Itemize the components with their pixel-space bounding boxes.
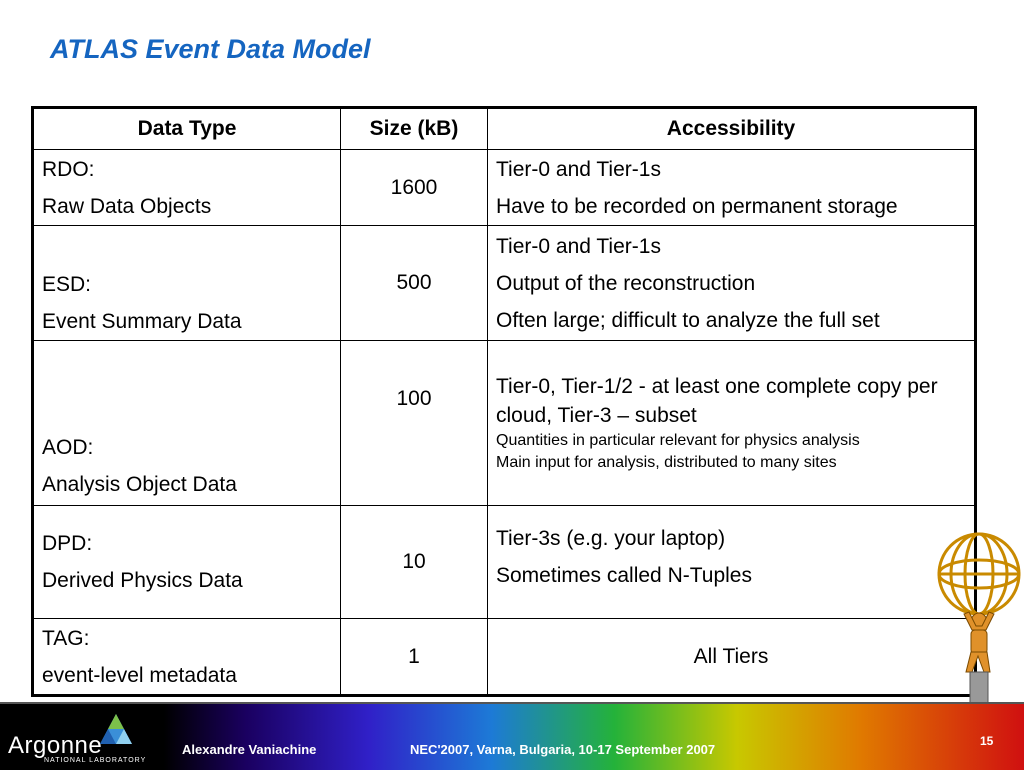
author-name: Alexandre Vaniachine [182, 742, 317, 757]
accessibility-detail: Quantities in particular relevant for physics analysis [496, 432, 860, 449]
data-type-code: RDO: [42, 157, 95, 181]
argonne-logo-subtitle: NATIONAL LABORATORY [44, 757, 147, 764]
accessibility-main: Tier-0, Tier-1/2 - at least one complete copy per cloud, Tier-3 – subset [496, 375, 938, 427]
table-row [33, 150, 976, 226]
argonne-logo-text: Argonne [8, 732, 103, 759]
argonne-triangle-icon [98, 712, 134, 746]
size-cell: 1 [341, 619, 488, 696]
data-type-code: AOD: [42, 436, 94, 459]
data-type-cell [33, 341, 341, 506]
accessibility-line: Tier-3s (e.g. your laptop) [496, 527, 726, 550]
conference-info: NEC'2007, Varna, Bulgaria, 10-17 September 2007 [410, 742, 716, 757]
event-data-model-table [31, 106, 977, 697]
accessibility-line: Tier-0 and Tier-1s [496, 157, 661, 181]
header-data-type: Data Type [33, 108, 341, 150]
data-type-cell [33, 150, 341, 226]
accessibility-line: Sometimes called N-Tuples [496, 564, 752, 587]
accessibility-detail: Main input for analysis, distributed to many sites [496, 454, 837, 471]
table-row [33, 226, 976, 341]
data-type-cell [33, 619, 341, 696]
data-type-name: Raw Data Objects [42, 194, 212, 218]
accessibility-line: Often large; difficult to analyze the full set [496, 308, 880, 332]
size-cell: 100 [341, 341, 488, 506]
accessibility-line: Tier-0 and Tier-1s [496, 234, 661, 258]
table-row [33, 341, 976, 506]
accessibility-cell [488, 226, 976, 341]
data-type-name: Event Summary Data [42, 310, 242, 333]
size-cell: 10 [341, 506, 488, 619]
accessibility-cell: All Tiers [488, 619, 976, 696]
footer-bar [0, 702, 1024, 770]
data-type-name: Analysis Object Data [42, 473, 237, 496]
table-row [33, 506, 976, 619]
header-accessibility: Accessibility [488, 108, 976, 150]
table-header-row [33, 108, 976, 150]
data-type-cell [33, 226, 341, 341]
header-size: Size (kB) [341, 108, 488, 150]
accessibility-cell [488, 341, 976, 506]
table-row [33, 619, 976, 696]
page-number: 15 [980, 734, 994, 748]
accessibility-cell [488, 506, 976, 619]
data-type-code: ESD: [42, 273, 92, 296]
data-type-cell [33, 506, 341, 619]
accessibility-line: Have to be recorded on permanent storage [496, 194, 898, 218]
accessibility-line: Output of the reconstruction [496, 271, 756, 295]
atlas-figure-icon [934, 522, 1024, 708]
data-type-code: TAG: [42, 626, 90, 650]
accessibility-cell [488, 150, 976, 226]
data-type-name: event-level metadata [42, 663, 237, 687]
size-cell: 1600 [341, 150, 488, 226]
slide-title: ATLAS Event Data Model [50, 34, 371, 64]
data-type-code: DPD: [42, 532, 93, 555]
size-cell: 500 [341, 226, 488, 341]
data-type-name: Derived Physics Data [42, 569, 243, 592]
